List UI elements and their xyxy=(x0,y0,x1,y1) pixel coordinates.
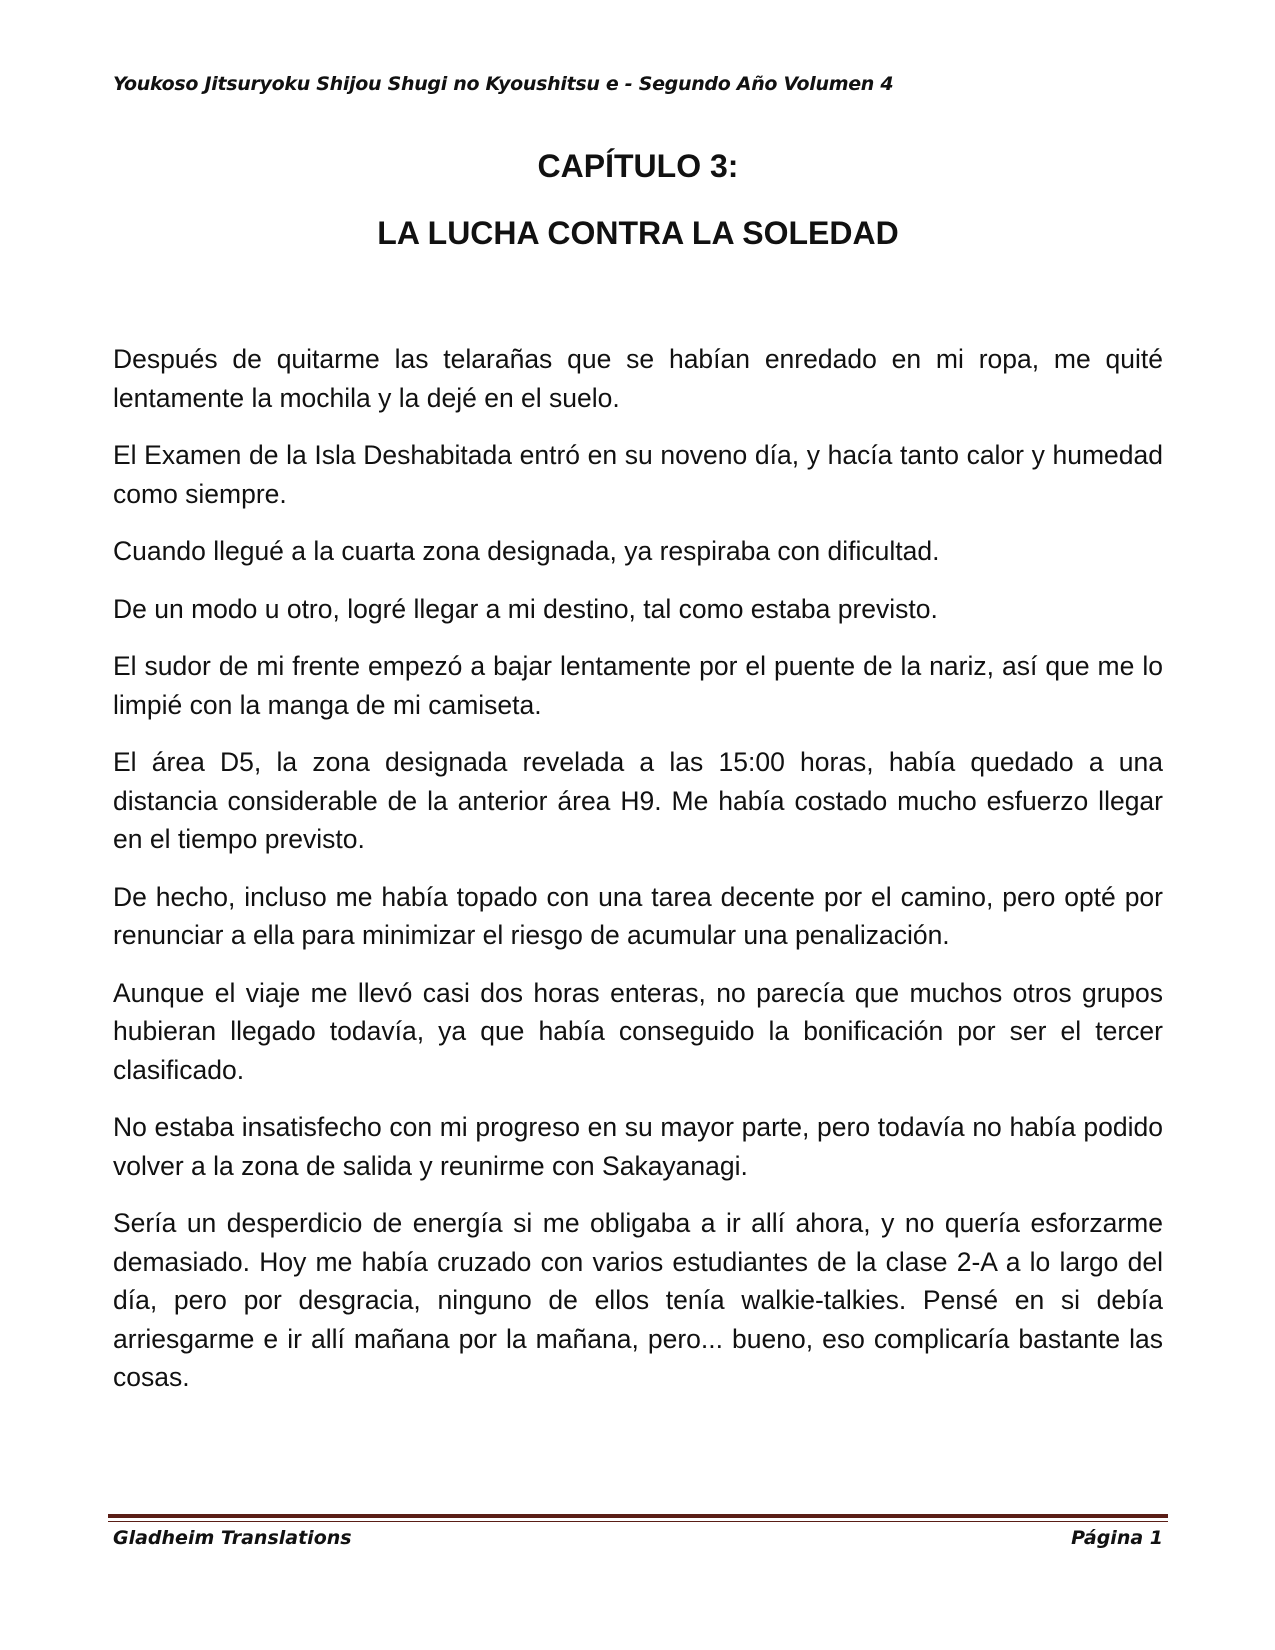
paragraph: El Examen de la Isla Deshabitada entró en su noveno día, y hacía tanto calor y humedad como siempre. xyxy=(113,440,1163,509)
paragraph: Después de quitarme las telarañas que se habían enredado en mi ropa, me quité lentamente la mochila y la dejé en el suelo. xyxy=(113,344,1163,413)
chapter-number: CAPÍTULO 3: xyxy=(537,148,739,184)
chapter-body xyxy=(113,340,1163,1416)
footer-publisher: Gladheim Translations xyxy=(113,1527,352,1549)
paragraph: De un modo u otro, logré llegar a mi destino, tal como estaba previsto. xyxy=(113,593,938,624)
paragraph: Aunque el viaje me llevó casi dos horas enteras, no parecía que muchos otros grupos hubieran llegado todavía, ya que había conseguido la bonificación por ser el tercer clasificado. xyxy=(113,977,1163,1085)
paragraph: Cuando llegué a la cuarta zona designada, ya respiraba con dificultad. xyxy=(113,536,940,566)
running-header: Youkoso Jitsuryoku Shijou Shugi no Kyoushitsu e - Segundo Año Volumen 4 xyxy=(113,73,894,95)
paragraph: De hecho, incluso me había topado con una tarea decente por el camino, pero opté por renunciar a ella para minimizar el riesgo de acumular una penalización. xyxy=(113,881,1163,950)
paragraph: El área D5, la zona designada revelada a las 15:00 horas, había quedado a una distancia considerable de la anterior área H9. Me había costado mucho esfuerzo llegar en el tiempo previsto. xyxy=(113,747,1163,854)
paragraph: El sudor de mi frente empezó a bajar lentamente por el puente de la nariz, así que me lo limpié con la manga de mi camiseta. xyxy=(113,651,1163,720)
paragraph: No estaba insatisfecho con mi progreso en su mayor parte, pero todavía no había podido volver a la zona de salida y reunirme con Sakayanagi. xyxy=(113,1112,1163,1181)
footer-divider xyxy=(108,1514,1168,1518)
paragraph: Sería un desperdicio de energía si me obligaba a ir allí ahora, y no quería esforzarme demasiado. Hoy me había cruzado con varios estudiantes de la clase 2-A a lo largo del día, pero por desgracia, ninguno de ellos tenía walkie-talkies. Pensé en si debía arriesgarme e ir allí mañana por la mañana, pero... bueno, eso complicaría bastante las cosas. xyxy=(113,1208,1163,1392)
page-number: Página 1 xyxy=(1071,1527,1163,1549)
footer-divider-thin xyxy=(108,1521,1168,1522)
chapter-title: LA LUCHA CONTRA LA SOLEDAD xyxy=(377,215,899,251)
